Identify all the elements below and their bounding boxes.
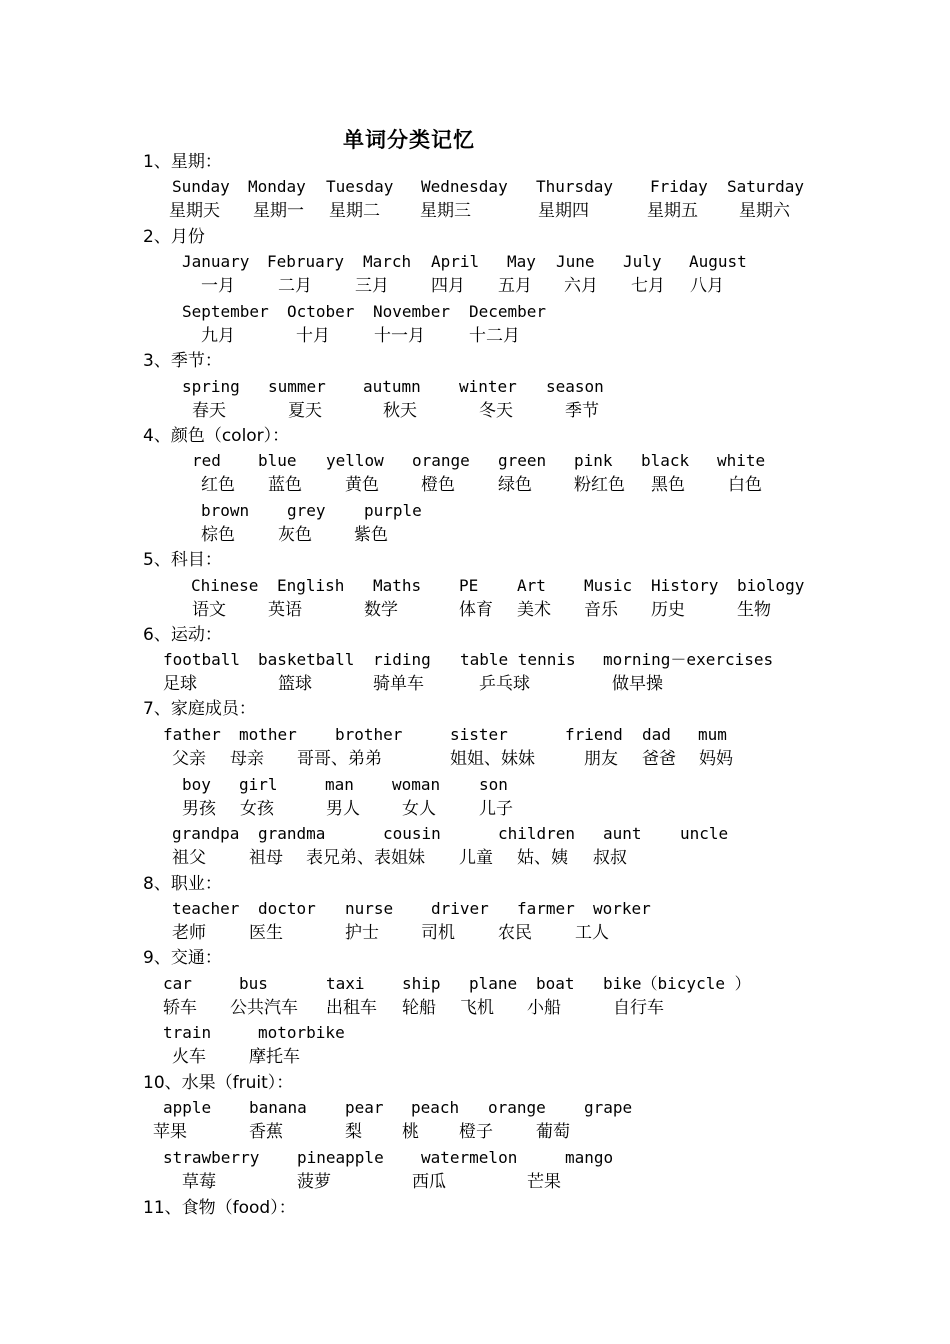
chinese-meaning-row — [0, 1121, 950, 1143]
english-word-row — [0, 176, 950, 198]
chinese-meaning: 五月 — [498, 276, 532, 296]
english-word: black — [641, 451, 690, 470]
chinese-meaning: 叔叔 — [593, 848, 627, 868]
chinese-meaning: 轿车 — [163, 998, 197, 1018]
chinese-meaning-row — [0, 1046, 950, 1068]
english-word: father — [163, 725, 221, 744]
english-word: Sunday — [172, 177, 230, 196]
chinese-meaning: 朋友 — [584, 749, 618, 769]
english-word: banana — [249, 1098, 307, 1117]
chinese-meaning: 火车 — [172, 1047, 206, 1067]
english-word-row — [0, 1097, 950, 1119]
chinese-meaning: 星期三 — [420, 201, 471, 221]
english-word: girl — [239, 775, 278, 794]
english-word: red — [192, 451, 221, 470]
english-word: grey — [287, 501, 326, 520]
chinese-meaning: 儿童 — [459, 848, 493, 868]
english-word-row — [0, 898, 950, 920]
chinese-meaning: 足球 — [163, 674, 197, 694]
english-word: man — [325, 775, 354, 794]
chinese-meaning: 男孩 — [182, 799, 216, 819]
english-word: Monday — [248, 177, 306, 196]
chinese-meaning-row — [0, 922, 950, 944]
chinese-meaning-row — [0, 748, 950, 770]
chinese-meaning: 二月 — [278, 276, 312, 296]
chinese-meaning: 历史 — [651, 600, 685, 620]
chinese-meaning: 棕色 — [201, 525, 235, 545]
english-word: boat — [536, 974, 575, 993]
chinese-meaning: 祖父 — [172, 848, 206, 868]
english-word: spring — [182, 377, 240, 396]
english-word: Wednesday — [421, 177, 508, 196]
chinese-meaning: 摩托车 — [249, 1047, 300, 1067]
chinese-meaning: 女人 — [402, 799, 436, 819]
english-word: cousin — [383, 824, 441, 843]
chinese-meaning: 祖母 — [249, 848, 283, 868]
chinese-meaning: 数学 — [364, 600, 398, 620]
english-word: worker — [593, 899, 651, 918]
english-word: nurse — [345, 899, 394, 918]
section-heading: 2、月份 — [143, 227, 205, 247]
chinese-meaning: 八月 — [690, 276, 724, 296]
chinese-meaning: 桃 — [402, 1122, 419, 1142]
english-word: strawberry — [163, 1148, 260, 1167]
chinese-meaning: 白色 — [728, 475, 762, 495]
chinese-meaning: 男人 — [326, 799, 360, 819]
english-word: train — [163, 1023, 212, 1042]
english-word: season — [546, 377, 604, 396]
english-word: Art — [517, 576, 546, 595]
chinese-meaning: 香蕉 — [249, 1122, 283, 1142]
english-word: grape — [584, 1098, 633, 1117]
english-word: summer — [268, 377, 326, 396]
chinese-meaning: 护士 — [345, 923, 379, 943]
english-word: November — [373, 302, 451, 321]
chinese-meaning: 体育 — [459, 600, 493, 620]
english-word: orange — [488, 1098, 546, 1117]
english-word: dad — [642, 725, 671, 744]
section-heading: 11、食物（food）： — [143, 1198, 296, 1218]
chinese-meaning: 小船 — [527, 998, 561, 1018]
english-word-row — [0, 251, 950, 273]
chinese-meaning-row — [0, 200, 950, 222]
chinese-meaning: 儿子 — [479, 799, 513, 819]
chinese-meaning: 爸爸 — [642, 749, 676, 769]
chinese-meaning-row — [0, 847, 950, 869]
english-word: riding — [373, 650, 431, 669]
english-word-row — [0, 973, 950, 995]
english-word: taxi — [326, 974, 365, 993]
chinese-meaning: 苹果 — [153, 1122, 187, 1142]
english-word-row — [0, 724, 950, 746]
chinese-meaning: 芒果 — [527, 1172, 561, 1192]
english-word-row — [0, 649, 950, 671]
chinese-meaning: 医生 — [249, 923, 283, 943]
chinese-meaning: 春天 — [192, 401, 226, 421]
chinese-meaning-row — [0, 474, 950, 496]
english-word: January — [182, 252, 250, 271]
chinese-meaning: 黑色 — [651, 475, 685, 495]
chinese-meaning: 司机 — [421, 923, 455, 943]
chinese-meaning-row — [0, 524, 950, 546]
chinese-meaning: 工人 — [575, 923, 609, 943]
chinese-meaning: 老师 — [172, 923, 206, 943]
english-word: pink — [574, 451, 613, 470]
chinese-meaning: 三月 — [355, 276, 389, 296]
english-word: driver — [431, 899, 489, 918]
chinese-meaning: 四月 — [431, 276, 465, 296]
english-word: sister — [450, 725, 508, 744]
english-word-row — [0, 450, 950, 472]
chinese-meaning: 轮船 — [402, 998, 436, 1018]
english-word: white — [717, 451, 766, 470]
chinese-meaning-row — [0, 599, 950, 621]
chinese-meaning-row — [0, 275, 950, 297]
english-word-row — [0, 376, 950, 398]
english-word: friend — [565, 725, 623, 744]
chinese-meaning: 英语 — [268, 600, 302, 620]
chinese-meaning: 冬天 — [479, 401, 513, 421]
chinese-meaning: 乒乓球 — [479, 674, 530, 694]
english-word-row — [0, 1022, 950, 1044]
chinese-meaning: 父亲 — [172, 749, 206, 769]
section-heading: 10、水果（fruit）： — [143, 1073, 294, 1093]
chinese-meaning: 语文 — [192, 600, 226, 620]
chinese-meaning: 农民 — [498, 923, 532, 943]
section-heading: 7、家庭成员： — [143, 699, 256, 719]
english-word: autumn — [363, 377, 421, 396]
chinese-meaning: 星期四 — [538, 201, 589, 221]
chinese-meaning: 红色 — [201, 475, 235, 495]
english-word: grandpa — [172, 824, 240, 843]
english-word: brown — [201, 501, 250, 520]
english-word: plane — [469, 974, 518, 993]
english-word: mother — [239, 725, 297, 744]
english-word: bus — [239, 974, 268, 993]
english-word: blue — [258, 451, 297, 470]
chinese-meaning: 星期一 — [253, 201, 304, 221]
english-word: mum — [698, 725, 727, 744]
english-word: October — [287, 302, 355, 321]
english-word: May — [507, 252, 536, 271]
chinese-meaning: 蓝色 — [268, 475, 302, 495]
english-word: apple — [163, 1098, 212, 1117]
chinese-meaning: 音乐 — [584, 600, 618, 620]
english-word: morning－exercises — [603, 650, 774, 669]
english-word: Music — [584, 576, 633, 595]
chinese-meaning: 绿色 — [498, 475, 532, 495]
english-word: mango — [565, 1148, 614, 1167]
english-word: Tuesday — [326, 177, 394, 196]
chinese-meaning: 菠萝 — [297, 1172, 331, 1192]
chinese-meaning: 橙色 — [421, 475, 455, 495]
chinese-meaning: 黄色 — [345, 475, 379, 495]
chinese-meaning: 西瓜 — [412, 1172, 446, 1192]
chinese-meaning: 星期五 — [647, 201, 698, 221]
english-word: Friday — [650, 177, 708, 196]
chinese-meaning: 做早操 — [612, 674, 663, 694]
english-word-row — [0, 823, 950, 845]
english-word: peach — [411, 1098, 460, 1117]
english-word: table tennis — [460, 650, 576, 669]
english-word: ship — [402, 974, 441, 993]
english-word: green — [498, 451, 547, 470]
chinese-meaning-row — [0, 1171, 950, 1193]
chinese-meaning: 梨 — [345, 1122, 362, 1142]
english-word: History — [651, 576, 719, 595]
chinese-meaning: 葡萄 — [536, 1122, 570, 1142]
chinese-meaning: 紫色 — [354, 525, 388, 545]
english-word: Chinese — [191, 576, 259, 595]
chinese-meaning-row — [0, 400, 950, 422]
chinese-meaning: 夏天 — [288, 401, 322, 421]
english-word: August — [689, 252, 747, 271]
chinese-meaning: 篮球 — [278, 674, 312, 694]
section-heading: 5、科目： — [143, 550, 222, 570]
chinese-meaning: 一月 — [201, 276, 235, 296]
chinese-meaning: 出租车 — [326, 998, 377, 1018]
english-word: motorbike — [258, 1023, 345, 1042]
chinese-meaning: 星期六 — [739, 201, 790, 221]
english-word: brother — [335, 725, 403, 744]
chinese-meaning-row — [0, 325, 950, 347]
english-word: December — [469, 302, 547, 321]
english-word: June — [556, 252, 595, 271]
english-word: pear — [345, 1098, 384, 1117]
chinese-meaning: 公共汽车 — [230, 998, 298, 1018]
chinese-meaning-row — [0, 673, 950, 695]
chinese-meaning: 粉红色 — [574, 475, 625, 495]
english-word: biology — [737, 576, 805, 595]
section-heading: 6、运动： — [143, 625, 222, 645]
chinese-meaning: 橙子 — [459, 1122, 493, 1142]
english-word: son — [479, 775, 508, 794]
chinese-meaning: 季节 — [565, 401, 599, 421]
chinese-meaning: 表兄弟、表姐妹 — [306, 848, 425, 868]
chinese-meaning: 飞机 — [460, 998, 494, 1018]
chinese-meaning: 十月 — [296, 326, 330, 346]
english-word: farmer — [517, 899, 575, 918]
english-word: Saturday — [727, 177, 805, 196]
english-word-row — [0, 774, 950, 796]
chinese-meaning: 母亲 — [230, 749, 264, 769]
chinese-meaning: 哥哥、弟弟 — [297, 749, 382, 769]
english-word: grandma — [258, 824, 326, 843]
english-word-row — [0, 575, 950, 597]
chinese-meaning: 七月 — [631, 276, 665, 296]
english-word: bike（bicycle ） — [603, 974, 751, 993]
chinese-meaning: 九月 — [201, 326, 235, 346]
chinese-meaning-row — [0, 997, 950, 1019]
chinese-meaning: 灰色 — [278, 525, 312, 545]
english-word: July — [623, 252, 662, 271]
chinese-meaning: 十一月 — [374, 326, 425, 346]
chinese-meaning: 自行车 — [613, 998, 664, 1018]
chinese-meaning: 六月 — [564, 276, 598, 296]
chinese-meaning: 女孩 — [240, 799, 274, 819]
english-word: watermelon — [421, 1148, 518, 1167]
english-word: car — [163, 974, 192, 993]
english-word: Thursday — [536, 177, 614, 196]
chinese-meaning: 星期二 — [329, 201, 380, 221]
english-word-row — [0, 500, 950, 522]
section-heading: 8、职业： — [143, 874, 222, 894]
chinese-meaning: 姑、姨 — [517, 848, 568, 868]
english-word: September — [182, 302, 269, 321]
section-heading: 3、季节： — [143, 351, 222, 371]
english-word: children — [498, 824, 576, 843]
section-heading: 9、交通： — [143, 948, 222, 968]
english-word: February — [267, 252, 345, 271]
english-word: football — [163, 650, 241, 669]
english-word: basketball — [258, 650, 355, 669]
english-word: orange — [412, 451, 470, 470]
english-word: pineapple — [297, 1148, 384, 1167]
chinese-meaning: 十二月 — [469, 326, 520, 346]
chinese-meaning: 秋天 — [383, 401, 417, 421]
english-word: PE — [459, 576, 479, 595]
english-word: boy — [182, 775, 211, 794]
english-word: uncle — [680, 824, 729, 843]
page-title: 单词分类记忆 — [343, 127, 475, 152]
english-word: March — [363, 252, 412, 271]
english-word: doctor — [258, 899, 316, 918]
section-heading: 4、颜色（color）： — [143, 426, 290, 446]
english-word: Maths — [373, 576, 422, 595]
chinese-meaning: 骑单车 — [373, 674, 424, 694]
chinese-meaning-row — [0, 798, 950, 820]
chinese-meaning: 美术 — [517, 600, 551, 620]
english-word: yellow — [326, 451, 384, 470]
english-word: winter — [459, 377, 517, 396]
chinese-meaning: 草莓 — [182, 1172, 216, 1192]
english-word: English — [277, 576, 345, 595]
english-word: woman — [392, 775, 441, 794]
english-word-row — [0, 301, 950, 323]
chinese-meaning: 星期天 — [169, 201, 220, 221]
chinese-meaning: 妈妈 — [699, 749, 733, 769]
english-word: purple — [364, 501, 422, 520]
english-word: aunt — [603, 824, 642, 843]
chinese-meaning: 姐姐、妹妹 — [450, 749, 535, 769]
section-heading: 1、星期： — [143, 152, 222, 172]
english-word: April — [431, 252, 480, 271]
english-word-row — [0, 1147, 950, 1169]
chinese-meaning: 生物 — [737, 600, 771, 620]
english-word: teacher — [172, 899, 240, 918]
